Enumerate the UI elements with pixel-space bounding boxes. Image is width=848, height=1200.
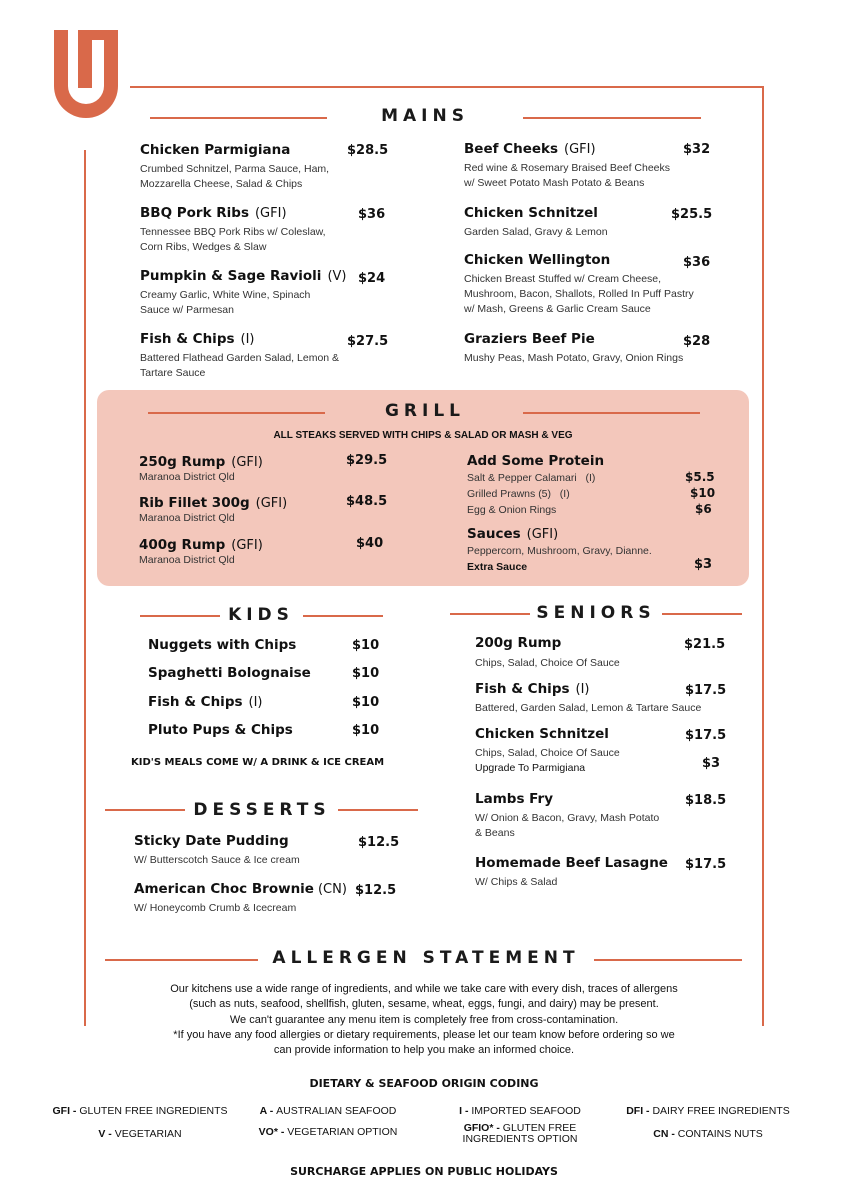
steak-item: Rib Fillet 300g (GFI) Maranoa District Qld (139, 495, 288, 524)
seniors-item: Chicken Schnitzel Chips, Salad, Choice Of Sauce Upgrade To Parmigiana (475, 726, 620, 774)
frame-left-line (84, 150, 86, 1026)
allergen-title: ALLERGEN STATEMENT (272, 948, 580, 968)
seniors-item: 200g Rump Chips, Salad, Choice Of Sauce (475, 635, 620, 669)
item-price: $12.5 (358, 835, 400, 850)
menu-item: Chicken Schnitzel Garden Salad, Gravy & Lemon (464, 205, 608, 238)
sauces-title: Sauces (GFI) (467, 526, 559, 542)
item-price: $6 (695, 502, 712, 516)
protein-item: Grilled Prawns (5) (I) (467, 488, 570, 500)
dessert-item: American Choc Brownie (CN) W/ Honeycomb Crumb & Icecream (134, 881, 347, 914)
item-price: $28 (683, 334, 711, 349)
kids-item: Fish & Chips (I) (148, 694, 263, 710)
code-dfi: DFI - DAIRY FREE INGREDIENTS (626, 1105, 790, 1117)
dessert-item: Sticky Date Pudding W/ Butterscotch Sauce & Ice cream (134, 833, 300, 866)
allergen-rule-left (105, 959, 258, 961)
menu-item: Pumpkin & Sage Ravioli (V) Creamy Garlic, White Wine, Spinach Sauce w/ Parmesan (140, 268, 347, 316)
code-gfi: GFI - GLUTEN FREE INGREDIENTS (52, 1105, 228, 1117)
grill-title: GRILL (384, 401, 466, 421)
item-price: $27.5 (347, 334, 389, 349)
surcharge-note: SURCHARGE APPLIES ON PUBLIC HOLIDAYS (290, 1165, 558, 1178)
item-price: $10 (690, 486, 716, 500)
menu-item: Chicken Wellington Chicken Breast Stuffed w/ Cream Cheese, Mushroom, Bacon, Shallots, Rolled In Puff Pastry w/ Mash, Greens & Garlic Cream Sauce (464, 252, 694, 315)
code-gfio: GFIO* - GLUTEN FREE INGREDIENTS OPTION (462, 1122, 578, 1145)
item-price: $32 (683, 142, 711, 157)
menu-item: Beef Cheeks (GFI) Red wine & Rosemary Braised Beef Cheeks w/ Sweet Potato Mash Potato & Beans (464, 141, 671, 189)
item-price: $10 (352, 723, 380, 738)
protein-title: Add Some Protein (467, 453, 605, 469)
mains-rule-left (150, 117, 327, 119)
steak-item: 400g Rump (GFI) Maranoa District Qld (139, 537, 263, 566)
item-price: $36 (683, 255, 711, 270)
kids-note: KID'S MEALS COME W/ A DRINK & ICE CREAM (131, 757, 385, 768)
kids-rule-left (140, 615, 220, 617)
steak-item: 250g Rump (GFI) Maranoa District Qld (139, 454, 263, 483)
kids-title: KIDS (228, 605, 294, 625)
sauces-desc: Peppercorn, Mushroom, Gravy, Dianne. (467, 545, 652, 557)
item-price: $12.5 (355, 883, 397, 898)
protein-item: Egg & Onion Rings (467, 504, 557, 516)
item-price: $25.5 (671, 207, 713, 222)
allergen-statement: Our kitchens use a wide range of ingredients, and while we take care with every dish, traces of allergens (such as nuts, seafood, shellfish, gluten, sesame, wheat, eggs, fungi, and dairy) may be present. We can't guarantee any menu item is completely free from cross-contamination. *If you have any food allergies or dietary requirements, please let our team know before ordering so we can provide information to help you make an informed choice. (170, 983, 678, 1057)
item-price: $17.5 (685, 683, 727, 698)
restaurant-logo-icon (52, 30, 120, 122)
protein-item: Salt & Pepper Calamari (I) (467, 472, 596, 484)
item-price: $36 (358, 207, 386, 222)
item-price: $3 (702, 756, 721, 771)
kids-rule-right (303, 615, 383, 617)
item-price: $29.5 (346, 453, 388, 468)
seniors-title: SENIORS (536, 603, 656, 623)
item-price: $10 (352, 695, 380, 710)
desserts-title: DESSERTS (193, 800, 331, 820)
grill-subtitle: ALL STEAKS SERVED WITH CHIPS & SALAD OR MASH & VEG (273, 430, 573, 441)
code-vo: VO* - VEGETARIAN OPTION (258, 1126, 398, 1138)
grill-rule-right (523, 412, 700, 414)
menu-item: Graziers Beef Pie Mushy Peas, Mash Potato, Gravy, Onion Rings (464, 331, 684, 364)
item-price: $10 (352, 638, 380, 653)
item-price: $18.5 (685, 793, 727, 808)
kids-item: Spaghetti Bolognaise (148, 665, 311, 681)
desserts-rule-left (105, 809, 185, 811)
frame-right-line (762, 86, 764, 1026)
item-price: $40 (356, 536, 384, 551)
grill-rule-left (148, 412, 325, 414)
code-v: V - VEGETARIAN (98, 1128, 182, 1140)
kids-item: Pluto Pups & Chips (148, 722, 293, 738)
menu-item: Fish & Chips (I) Battered Flathead Garden Salad, Lemon & Tartare Sauce (140, 331, 340, 379)
kids-item: Nuggets with Chips (148, 637, 297, 653)
seniors-rule-left (450, 613, 530, 615)
extra-sauce-label: Extra Sauce (467, 561, 528, 573)
item-price: $24 (358, 271, 386, 286)
code-i: I - IMPORTED SEAFOOD (459, 1105, 581, 1117)
mains-title: MAINS (381, 106, 469, 126)
desserts-rule-right (338, 809, 418, 811)
seniors-item: Fish & Chips (I) Battered, Garden Salad, Lemon & Tartare Sauce (475, 681, 702, 714)
frame-top-line (130, 86, 764, 88)
item-price: $5.5 (685, 470, 715, 484)
seniors-rule-right (662, 613, 742, 615)
allergen-rule-right (594, 959, 742, 961)
mains-rule-right (523, 117, 701, 119)
item-price: $28.5 (347, 143, 389, 158)
item-price: $17.5 (685, 857, 727, 872)
item-price: $21.5 (684, 637, 726, 652)
item-price: $3 (694, 557, 713, 572)
menu-item: BBQ Pork Ribs (GFI) Tennessee BBQ Pork Ribs w/ Coleslaw, Corn Ribs, Wedges & Slaw (140, 205, 326, 253)
seniors-item: Homemade Beef Lasagne W/ Chips & Salad (475, 855, 668, 888)
code-a: A - AUSTRALIAN SEAFOOD (259, 1105, 397, 1117)
menu-item: Chicken Parmigiana Crumbed Schnitzel, Parma Sauce, Ham, Mozzarella Cheese, Salad & Chips (140, 142, 330, 190)
seniors-item: Lambs Fry W/ Onion & Bacon, Gravy, Mash Potato & Beans (475, 791, 660, 839)
item-price: $48.5 (346, 494, 388, 509)
item-price: $17.5 (685, 728, 727, 743)
item-price: $10 (352, 666, 380, 681)
code-cn: CN - CONTAINS NUTS (653, 1128, 763, 1140)
coding-title: DIETARY & SEAFOOD ORIGIN CODING (309, 1077, 539, 1090)
